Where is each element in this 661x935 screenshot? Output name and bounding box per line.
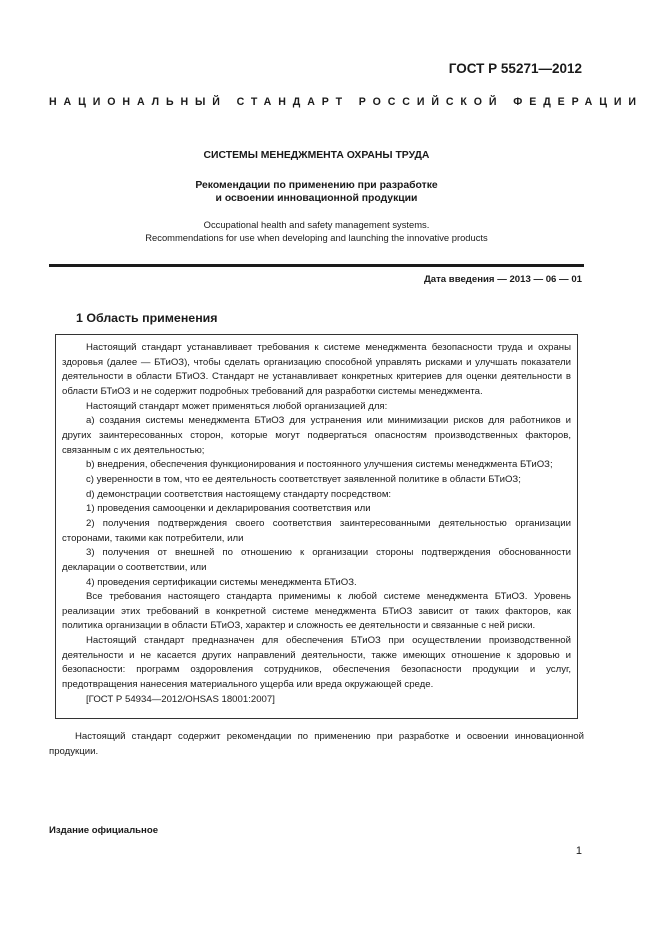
document-title: СИСТЕМЫ МЕНЕДЖМЕНТА ОХРАНЫ ТРУДА <box>203 150 430 161</box>
box-paragraph: Настоящий стандарт устанавливает требования к системе менеджмента безопасности труда и охраны здоровья (далее — БТиОЗ), чтобы сделать организацию способной управлять рисками и улучшать показатели деятельности в области БТиОЗ. Стандарт не устанавливает конкретных критериев для оценки деятельности в области БТиОЗ и не содержит подробных требований для разработки системы менеджмента. <box>62 342 571 397</box>
header-divider <box>49 264 584 267</box>
quoted-scope-box <box>55 334 578 719</box>
standard-type-banner: НАЦИОНАЛЬНЫЙ СТАНДАРТ РОССИЙСКОЙ ФЕДЕРАЦИИ <box>49 96 643 108</box>
box-paragraph: Настоящий стандарт предназначен для обеспечения БТиОЗ при осуществлении производственной деятельности и не касается других направлений деятельности, также имеющих отношение к здоровью и безопасности: программ оздоровления сотрудников, обеспечения безопасности продукции и услуг, предотвращения нанесения материального ущерба или вреда окружающей среде. <box>62 635 571 691</box>
section-heading: 1 Область применения <box>76 311 218 325</box>
box-reference: [ГОСТ Р 54934—2012/OHSAS 18001:2007] <box>86 693 275 705</box>
page-number: 1 <box>575 845 582 857</box>
box-paragraph: a) создания системы менеджмента БТиОЗ для устранения или минимизации рисков для работников и других заинтересованных сторон, которые могут подвергаться опасностям производственных факторов, связанным с их деятельностью; <box>62 415 571 456</box>
official-edition-note: Издание официальное <box>49 825 159 836</box>
introduction-date: Дата введения — 2013 — 06 — 01 <box>423 274 582 285</box>
box-paragraph: 4) проведения сертификации системы менеджмента БТиОЗ. <box>86 576 357 588</box>
box-paragraph: c) уверенности в том, что ее деятельность соответствует заявленной политике в области БТиОЗ; <box>86 473 521 485</box>
english-title-line-1: Occupational health and safety management systems. <box>203 219 430 230</box>
box-paragraph: d) демонстрации соответствия настоящему стандарту посредством: <box>86 488 392 500</box>
english-title <box>49 219 584 244</box>
subtitle-line-2: и освоении инновационной продукции <box>215 193 418 204</box>
box-paragraph: 1) проведения самооценки и декларирования соответствия или <box>86 503 371 515</box>
english-title-line-2: Recommendations for use when developing and launching the innovative products <box>145 231 488 243</box>
box-paragraph: Все требования настоящего стандарта применимы к любой системе менеджмента БТиОЗ. Уровень реализации этих требований в конкретной системе менеджмента БТиОЗ зависит от таких факторов, как политика организации в области БТиОЗ, характер и сложность ее деятельности и связанные с ней риски. <box>62 591 571 632</box>
box-paragraph: Настоящий стандарт может применяться любой организацией для: <box>86 400 388 412</box>
box-paragraph: b) внедрения, обеспечения функционирования и постоянного улучшения системы менеджмента БТиОЗ; <box>86 459 553 471</box>
box-paragraph: 3) получения от внешней по отношению к организации стороны подтверждения обоснованности декларации о соответствии, или <box>62 547 571 573</box>
box-paragraph: 2) получения подтверждения своего соответствия заинтересованными деятельностью организации сторонами, такими как потребители, или <box>62 517 571 544</box>
scope-paragraph: Настоящий стандарт содержит рекомендации по применению при разработке и освоении инновационной продукции. <box>49 731 584 757</box>
subtitle-line-1: Рекомендации по применению при разработке <box>195 180 438 191</box>
document-subtitle <box>49 179 584 205</box>
document-number: ГОСТ Р 55271—2012 <box>448 61 582 76</box>
